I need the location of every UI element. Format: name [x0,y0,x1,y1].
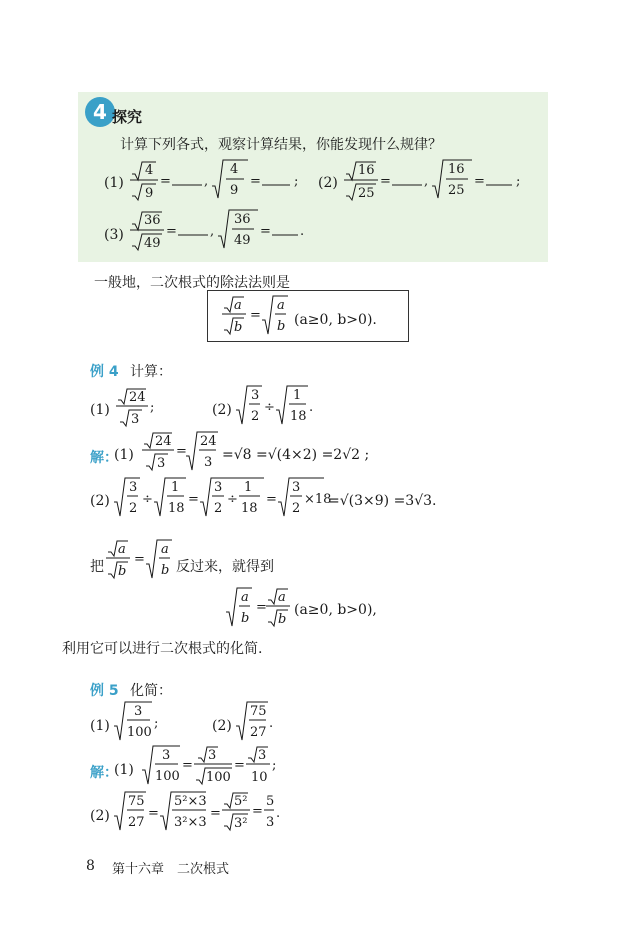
reverse-suffix: 反过来，就得到 [176,559,274,575]
svg-text:27: 27 [250,725,267,740]
page-number: 8 [86,858,95,874]
svg-text:25: 25 [358,186,375,201]
svg-text:÷: ÷ [142,492,153,507]
svg-text:100: 100 [127,725,152,740]
example-5-item-1-label: (1) [90,718,110,734]
svg-text:;: ; [516,174,521,189]
example-5-solution-label: 解： [90,765,118,781]
example-4-solution-2-label: (2) [90,493,110,509]
svg-text:;: ; [150,400,155,415]
svg-text:3: 3 [251,388,260,403]
svg-text:4: 4 [93,100,107,124]
example-4-item-1-label: (1) [90,402,110,418]
example-5-item-1-math [114,700,164,744]
svg-text:.: . [269,716,274,731]
svg-text:=: = [188,492,199,507]
svg-text:3²×3: 3²×3 [174,815,207,830]
rule-formula [222,294,302,338]
svg-text:5²×3: 5²×3 [174,794,207,809]
svg-text:=: = [210,806,221,821]
svg-text:.: . [300,224,305,239]
example-5-title: 化简： [130,683,172,699]
svg-text:18: 18 [168,501,185,516]
example-5-solution-2-math [114,790,314,834]
svg-text:a: a [234,298,242,313]
example-4-item-2-label: (2) [212,402,232,418]
explore-item-3-math [130,208,305,252]
example-5-solution-1-label: (1) [114,762,134,778]
svg-text:100: 100 [155,769,180,784]
reverse-conclusion: 利用它可以进行二次根式的化简. [62,641,263,657]
svg-text:b: b [161,563,170,578]
svg-text:3: 3 [134,704,143,719]
svg-text:3²: 3² [234,816,248,831]
example-5-label: 例 5 [90,683,119,699]
svg-text:3: 3 [258,748,267,763]
svg-text:2: 2 [292,501,301,516]
svg-text:a: a [277,298,285,313]
example-5-solution-1-math [142,744,282,788]
svg-text:24: 24 [129,390,146,405]
explore-item-2-math [344,158,521,202]
svg-text:=: = [266,492,277,507]
svg-text:=: = [380,174,391,189]
svg-text:a: a [278,590,286,605]
rule-condition: (a≥0, b>0). [294,312,377,328]
svg-text:=: = [160,174,171,189]
reverse-formula [226,586,296,630]
svg-text:2: 2 [214,501,223,516]
svg-text:3: 3 [131,412,140,427]
svg-text:5²: 5² [234,794,248,809]
svg-text:2: 2 [129,501,138,516]
svg-text:=: = [250,308,261,323]
svg-text:=: = [260,224,271,239]
explore-item-1-label: (1) [104,175,124,191]
svg-text:=: = [176,444,187,459]
example-4-item-2-math [236,384,326,428]
svg-text:9: 9 [145,186,154,201]
example-4-solution-1-math [142,430,232,474]
explore-item-2-label: (2) [318,175,338,191]
svg-text:=: = [134,552,145,567]
explore-prompt: 计算下列各式，观察计算结果，你能发现什么规律？ [120,137,442,153]
svg-text:1: 1 [293,388,302,403]
svg-text:;: ; [294,174,299,189]
svg-text:10: 10 [251,770,268,785]
chapter-title: 第十六章 二次根式 [112,862,230,877]
svg-text:16: 16 [358,163,375,178]
example-5-solution-2-label: (2) [90,808,110,824]
example-4-solution-1-tail: =√8 =√(4×2) =2√2 ; [222,447,370,463]
svg-text:3: 3 [162,748,171,763]
svg-text:÷: ÷ [227,492,238,507]
svg-text:b: b [241,611,250,626]
svg-text:=: = [166,224,177,239]
svg-text:36: 36 [144,213,161,228]
svg-text:=: = [148,806,159,821]
svg-text:100: 100 [206,770,231,785]
svg-text:b: b [118,564,127,579]
svg-text:÷: ÷ [264,400,275,415]
reverse-prefix: 把 [90,559,104,575]
svg-text:25: 25 [448,183,465,198]
rule-intro: 一般地，二次根式的除法法则是 [94,275,290,291]
svg-text:24: 24 [200,434,217,449]
svg-text:;: ; [272,758,277,773]
svg-text:49: 49 [234,233,251,248]
svg-text:b: b [278,612,287,627]
explore-item-3-label: (3) [104,227,124,243]
svg-text:3: 3 [129,480,138,495]
svg-text:27: 27 [128,815,145,830]
svg-text:5: 5 [266,794,275,809]
svg-text:=: = [182,758,193,773]
explore-item-1-math [130,158,299,202]
svg-text:4: 4 [145,163,154,178]
svg-text:3: 3 [266,815,275,830]
svg-text:3: 3 [208,748,217,763]
svg-text:,: , [210,224,215,239]
svg-text:18: 18 [241,501,258,516]
example-4-item-1-math [116,386,166,430]
example-4-solution-2-tail: =√(3×9) =3√3. [328,493,437,509]
svg-text:=: = [250,174,261,189]
svg-text:36: 36 [234,212,251,227]
svg-text:=: = [256,600,267,615]
svg-text:=: = [474,174,485,189]
svg-text:75: 75 [250,704,267,719]
svg-text:1: 1 [244,480,253,495]
svg-text:,: , [424,174,429,189]
svg-text:3: 3 [157,456,166,471]
reverse-inline-formula [106,538,176,582]
svg-text:16: 16 [448,162,465,177]
svg-text:3: 3 [214,480,223,495]
svg-text:a: a [161,542,169,557]
svg-text:24: 24 [155,434,172,449]
explore-title: 探究 [112,108,143,126]
svg-text:9: 9 [230,183,239,198]
example-5-item-2-label: (2) [212,718,232,734]
svg-text:;: ; [154,716,159,731]
reverse-condition: (a≥0, b>0), [294,602,377,618]
example-5-item-2-math [236,700,286,744]
svg-text:a: a [241,590,249,605]
example-4-label: 例 4 [90,364,119,380]
svg-text:.: . [276,806,281,821]
svg-text:18: 18 [290,409,307,424]
svg-text:a: a [118,542,126,557]
svg-text:×18: ×18 [304,492,332,507]
svg-text:49: 49 [144,236,161,251]
svg-text:,: , [204,174,209,189]
svg-text:=: = [252,804,263,819]
example-4-solution-label: 解： [90,450,118,466]
svg-text:b: b [277,319,286,334]
svg-text:.: . [309,400,314,415]
example-4-title: 计算： [130,364,172,380]
svg-text:1: 1 [171,480,180,495]
example-4-solution-2-math [114,476,332,520]
svg-text:=: = [234,758,245,773]
svg-text:75: 75 [128,794,145,809]
svg-text:3: 3 [292,480,301,495]
svg-text:3: 3 [204,455,213,470]
example-4-solution-1-label: (1) [114,447,134,463]
svg-text:2: 2 [251,409,260,424]
svg-text:b: b [234,320,243,335]
svg-text:4: 4 [230,162,239,177]
